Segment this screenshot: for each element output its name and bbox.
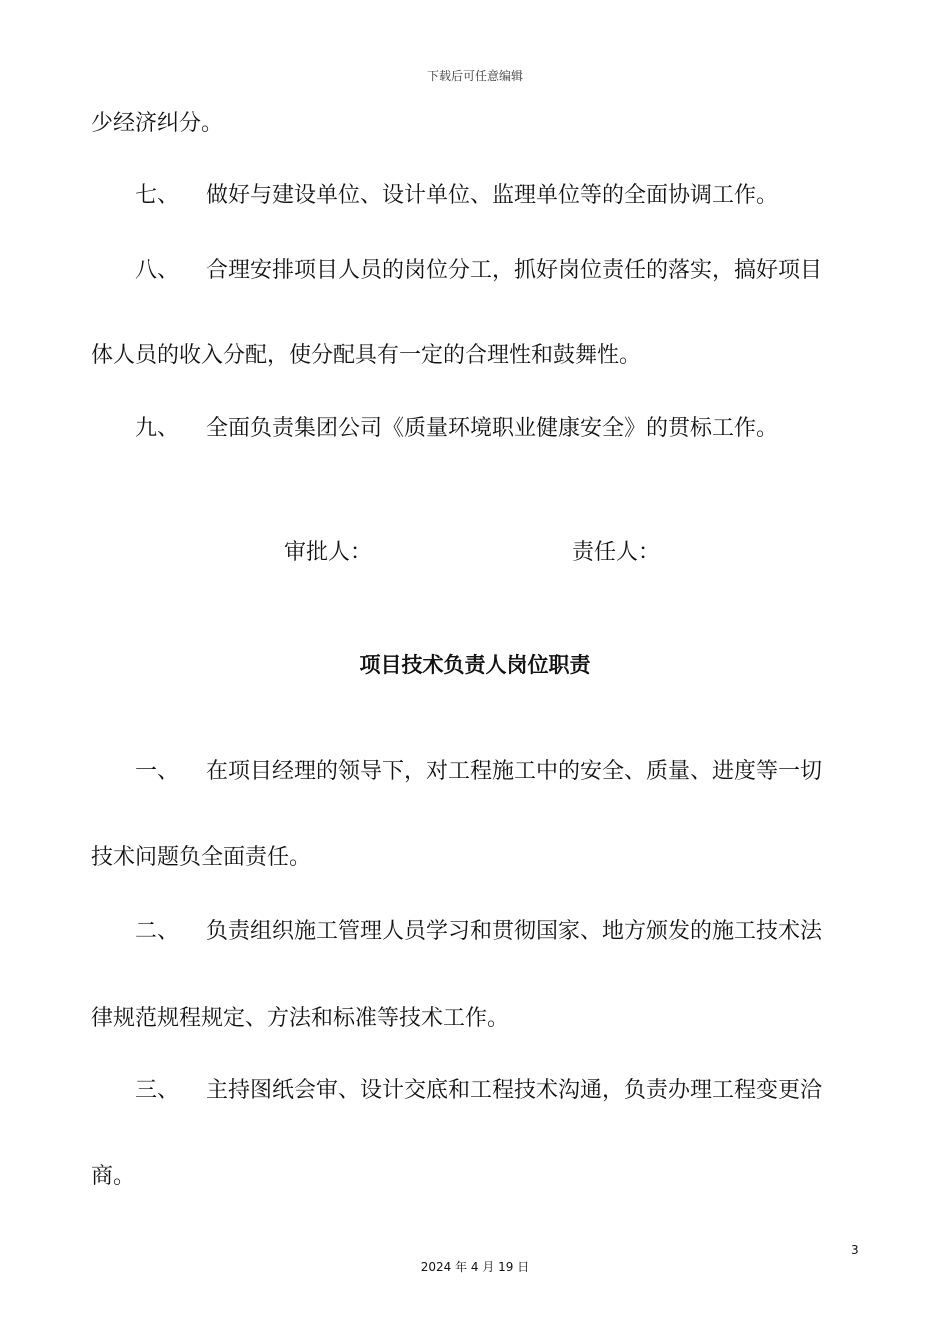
footer-date: 2024 年 4 月 19 日	[420, 1260, 530, 1274]
item-text: 主持图纸会审、设计交底和工程技术沟通，负责办理工程变更洽	[206, 1078, 823, 1103]
item-number: 一、	[135, 759, 180, 784]
paragraph-text: 商。	[91, 1164, 136, 1189]
approver-label: 审批人：	[284, 540, 373, 565]
item-text: 做好与建设单位、设计单位、监理单位等的全面协调工作。	[206, 183, 779, 208]
paragraph-text: 少经济纠分。	[91, 111, 224, 136]
responsible-label: 责任人：	[572, 540, 661, 565]
item-number: 九、	[135, 416, 180, 441]
item-text: 负责组织施工管理人员学习和贯彻国家、地方颁发的施工技术法	[206, 919, 823, 944]
item-number: 八、	[135, 258, 180, 283]
item-text: 合理安排项目人员的岗位分工，抓好岗位责任的落实，搞好项目	[206, 258, 823, 283]
page-number: 3	[851, 1243, 859, 1257]
item-number: 三、	[135, 1078, 180, 1103]
item-number: 二、	[135, 919, 180, 944]
section-title: 项目技术负责人岗位职责	[359, 653, 591, 677]
item-text: 在项目经理的领导下，对工程施工中的安全、质量、进度等一切	[206, 759, 823, 784]
item-text: 全面负责集团公司《质量环境职业健康安全》的贯标工作。	[206, 416, 779, 441]
item-number: 七、	[135, 183, 180, 208]
paragraph-text: 技术问题负全面责任。	[91, 845, 312, 870]
paragraph-text: 律规范规程规定、方法和标准等技术工作。	[91, 1006, 510, 1031]
page-header: 下载后可任意编辑	[426, 69, 523, 83]
paragraph-text: 体人员的收入分配，使分配具有一定的合理性和鼓舞性。	[91, 343, 642, 368]
